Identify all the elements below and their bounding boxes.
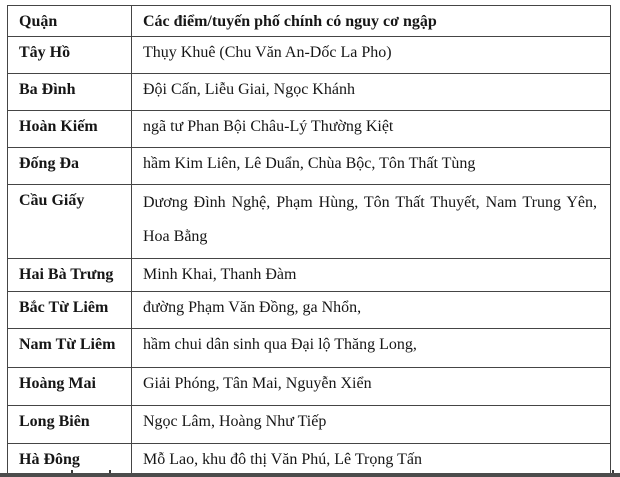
streets-cell: Ngọc Lâm, Hoàng Như Tiếp bbox=[132, 406, 611, 444]
streets-cell: Mỗ Lao, khu đô thị Văn Phú, Lê Trọng Tấn bbox=[132, 444, 611, 476]
cutoff-divider-tick bbox=[71, 470, 73, 473]
table-row bbox=[8, 74, 611, 111]
table-body bbox=[8, 37, 611, 476]
table-row bbox=[8, 329, 611, 368]
flood-risk-table bbox=[7, 5, 611, 476]
table-row bbox=[8, 185, 611, 259]
header-district: Quận bbox=[8, 6, 132, 37]
streets-cell: Thụy Khuê (Chu Văn An-Dốc La Pho) bbox=[132, 37, 611, 74]
streets-cell: đường Phạm Văn Đồng, ga Nhổn, bbox=[132, 292, 611, 329]
table-row bbox=[8, 148, 611, 185]
district-cell: Ba Đình bbox=[8, 74, 132, 111]
header-row bbox=[8, 6, 611, 37]
streets-cell: ngã tư Phan Bội Châu-Lý Thường Kiệt bbox=[132, 111, 611, 148]
cutoff-next-row-border bbox=[0, 473, 620, 477]
district-cell: Long Biên bbox=[8, 406, 132, 444]
streets-cell: Dương Đình Nghệ, Phạm Hùng, Tôn Thất Thuyết, Nam Trung Yên, Hoa Bằng bbox=[132, 185, 611, 259]
district-cell: Nam Từ Liêm bbox=[8, 329, 132, 368]
district-cell: Hoàn Kiếm bbox=[8, 111, 132, 148]
district-cell: Hai Bà Trưng bbox=[8, 259, 132, 292]
table-header bbox=[8, 6, 611, 37]
table-row bbox=[8, 368, 611, 406]
table-row bbox=[8, 111, 611, 148]
district-cell: Hà Đông bbox=[8, 444, 132, 476]
district-cell: Bắc Từ Liêm bbox=[8, 292, 132, 329]
cutoff-divider-tick bbox=[109, 470, 111, 473]
streets-cell: Giải Phóng, Tân Mai, Nguyễn Xiển bbox=[132, 368, 611, 406]
streets-cell: Đội Cấn, Liễu Giai, Ngọc Khánh bbox=[132, 74, 611, 111]
district-cell: Tây Hồ bbox=[8, 37, 132, 74]
cutoff-divider-tick bbox=[612, 470, 614, 473]
district-cell: Đống Đa bbox=[8, 148, 132, 185]
district-cell: Hoàng Mai bbox=[8, 368, 132, 406]
header-streets: Các điểm/tuyến phố chính có nguy cơ ngập bbox=[132, 6, 611, 37]
streets-cell: hầm Kim Liên, Lê Duẩn, Chùa Bộc, Tôn Thất Tùng bbox=[132, 148, 611, 185]
district-cell: Cầu Giấy bbox=[8, 185, 132, 259]
streets-cell: hầm chui dân sinh qua Đại lộ Thăng Long, bbox=[132, 329, 611, 368]
table-row bbox=[8, 259, 611, 292]
streets-cell: Minh Khai, Thanh Đàm bbox=[132, 259, 611, 292]
table-row bbox=[8, 406, 611, 444]
table-row bbox=[8, 37, 611, 74]
table-row bbox=[8, 444, 611, 476]
table-row bbox=[8, 292, 611, 329]
